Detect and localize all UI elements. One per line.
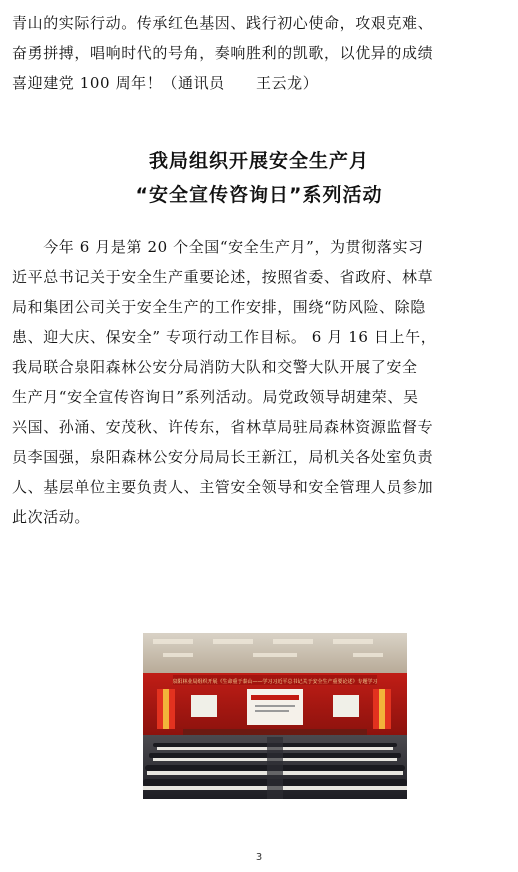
text-line: 喜迎建党 100 周年！（通讯员 王云龙） <box>12 74 319 92</box>
text-line: 患、迎大庆、保安全” 专项行动工作目标。 6 月 16 日上午， <box>12 328 437 346</box>
text-line: 近平总书记关于安全生产重要论述，按照省委、省政府、林草 <box>12 268 434 286</box>
text-line: 兴国、孙涌、安茂秋、许传东，省林草局驻局森林资源监督专 <box>12 418 434 436</box>
banner-text: 泉阳林业局组织开展《生命重于泰山——学习习近平总书记关于安全生产重要论述》专题学习 <box>172 679 378 685</box>
article-title-line-1: 我局组织开展安全生产月 <box>148 150 369 172</box>
text-line: 生产月“安全宣传咨询日”系列活动。局党政领导胡建荣、吴 <box>12 388 419 406</box>
text-line: 今年 6 月是第 20 个全国“安全生产月”，为贯彻落实习 <box>12 238 424 256</box>
text-line: 人、基层单位主要负责人、主管安全领导和安全管理人员参加 <box>12 478 434 496</box>
meeting-hall-illustration <box>143 633 407 799</box>
meeting-photo <box>143 633 407 799</box>
text-line: 我局联合泉阳森林公安分局消防大队和交警大队开展了安全 <box>12 358 418 376</box>
article-title-line-2: “安全宣传咨询日”系列活动 <box>135 184 383 206</box>
text-line: 此次活动。 <box>12 508 91 526</box>
text-line: 奋勇拼搏，唱响时代的号角，奏响胜利的凯歌，以优异的成绩 <box>12 44 434 62</box>
text-line: 局和集团公司关于安全生产的工作安排，围绕“防风险、除隐 <box>12 298 426 316</box>
intro-paragraph <box>12 8 508 98</box>
text-line: 青山的实际行动。传承红色基因、践行初心使命，攻艰克难、 <box>12 14 434 32</box>
text-line: 员李国强，泉阳森林公安分局局长王新江，局机关各处室负责 <box>12 448 434 466</box>
page-number: 3 <box>255 852 263 863</box>
article-body <box>12 232 508 532</box>
